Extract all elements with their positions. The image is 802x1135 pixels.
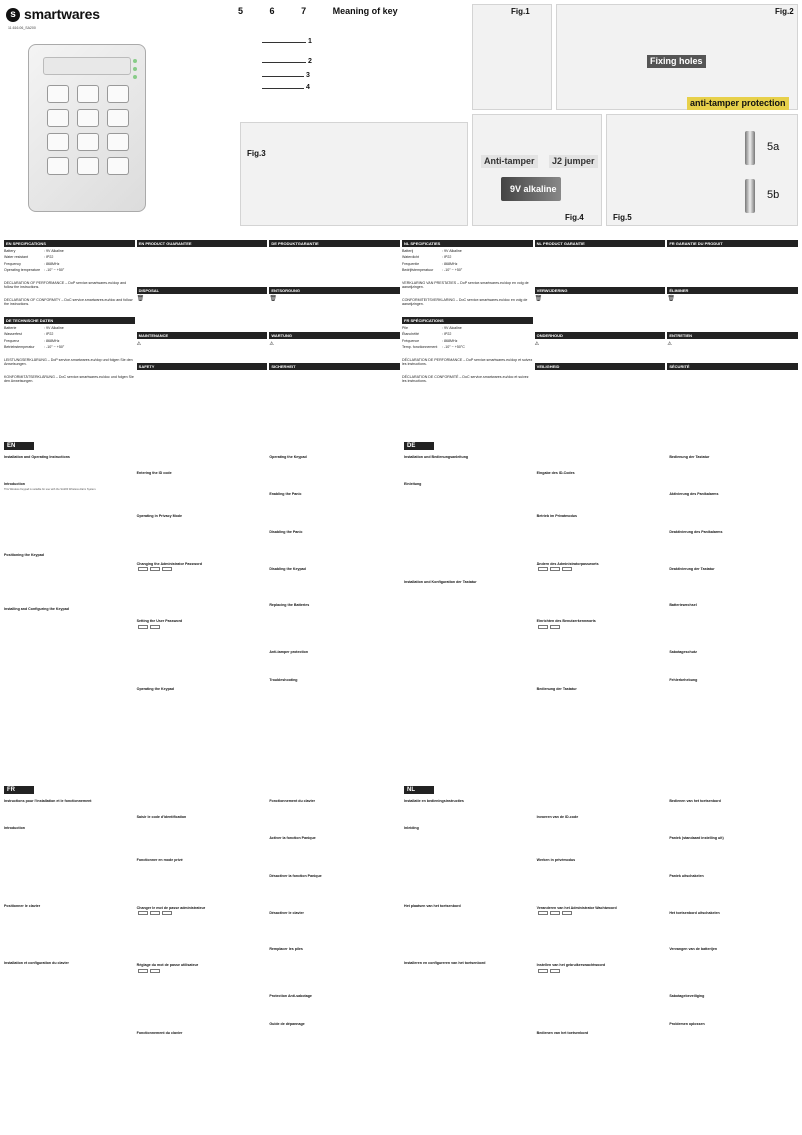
anti-tamper-label: Anti-tamper xyxy=(481,155,538,168)
warning-icon: ⚠ xyxy=(534,341,540,347)
callout-2: 2 xyxy=(308,58,312,65)
wheelie-bin-icon: 🗑 xyxy=(136,296,145,302)
nl-safety-title: VEILIGHEID xyxy=(535,363,666,370)
section-nl xyxy=(404,786,798,1130)
section-de-col-1: Installation und Bedienungsanleitung Einleitung Installation und Konfiguration der Tastatur xyxy=(404,455,477,584)
strip-col-fr-guarantee xyxy=(667,240,798,438)
keypad-display xyxy=(43,57,131,75)
fr-guarantee-title: FR GARANTIE DU PRODUIT xyxy=(667,240,798,247)
section-de-tag: DE xyxy=(404,442,434,450)
fr-doc: DÉCLARATION DE CONFORMITÉ – DoC service.smartwares.eu/doc et suivez les instructions. xyxy=(402,374,529,384)
section-en-col-1: Installation and Operating Instructions Introduction This Wireless Keypad is suitable for use with the SA200 Wireless Alarm System. Positioning the Keypad Installing and Configuring the Keypad xyxy=(4,455,97,611)
anti-tamper-protection-label: anti-tamper protection xyxy=(687,97,789,110)
figure-2 xyxy=(556,4,798,110)
strip-col-en-de-specs: EN SPECIFICATIONS Battery : 9V Alkaline Water resistant : IP22 Frequency : 868MHz Operating temperature : -10° ~ +50° DECLARATION OF PERFORMANCE – DoP service.smartwares.eu/dop and follow the instructions. DECLARATION OF CONFORMITY – DoC service.smartwares.eu/doc and follow the instructions. DE TECHNISCHE DATEN Batterie : 9V Alkaline Wasserfest : IP22 Frequenz : 868MHz Betriebstemperatur : -10° ~ +50° LEISTUNGSERKLÄRUNG – DoP service.smartwares.eu/dop und folgen Sie den Anweisungen. KONFORMITÄTSERKLÄRUNG – DoC service.smartwares.eu/doc und folgen Sie den Anweisungen. xyxy=(4,241,134,384)
section-fr xyxy=(4,786,398,1130)
warning-icon: ⚠ xyxy=(136,341,142,347)
section-de-col-3: Bedienung der Tastatur Aktivierung des Panikalarms Deaktivierung des Panikalarms Deaktivierung der Tastatur Batteriewechsel Sabotageschutz Fehlerbehebung xyxy=(669,455,723,682)
figure-1-label: Fig.1 xyxy=(511,7,530,16)
brand-logo xyxy=(6,6,100,24)
key-number-6: 6 xyxy=(269,6,287,16)
en-doc: DECLARATION OF CONFORMITY – DoC service.smartwares.eu/doc and follow the instructions. xyxy=(4,297,133,307)
figure-4 xyxy=(472,114,602,226)
fr-safety-title: SÉCURITÉ xyxy=(667,363,798,370)
section-fr-tag: FR xyxy=(4,786,34,794)
wheelie-bin-icon: 🗑 xyxy=(667,296,675,302)
en-disposal-title: DISPOSAL xyxy=(137,287,268,294)
de-doc: KONFORMITÄTSERKLÄRUNG – DoC service.smartwares.eu/doc und folgen Sie den Anweisungen. xyxy=(4,374,134,384)
document-id: 11.616.06_SA200 xyxy=(8,26,36,30)
keypad-leds xyxy=(133,59,137,79)
fr-dop: DÉCLARATION DE PERFORMANCE – DoP service.smartwares.eu/dop et suivez les instructions. xyxy=(402,357,533,367)
strip-col-nl-fr-specs: NL SPECIFICATIES Batterij : 9V Alkaline Waterdicht : IP22 Frequentie : 868MHz Bedrijfstemperatuur : -10° ~ +50° VERKLARING VAN PRESTATIES – DoP service.smartwares.eu/dop en volg de aanwijzingen. CONFORMITEITSVERKLARING – DoC service.smartwares.eu/doc en volg de aanwijzingen. FR SPÉCIFICATIONS Pile : 9V Alcaline Étanchéité : IP22 Fréquence : 868MHz Temp. fonctionnement : -10° ~ +50°C DÉCLARATION DE PERFORMANCE – DoP service.smartwares.eu/dop et suivez les instructions. DÉCLARATION DE CONFORMITÉ – DoC service.smartwares.eu/doc et suivez les instructions. xyxy=(402,241,533,384)
nl-doc: CONFORMITEITSVERKLARING – DoC service.smartwares.eu/doc en volg de aanwijzingen. xyxy=(402,297,528,307)
figure-3 xyxy=(240,122,468,226)
screw-5a-icon xyxy=(745,131,755,165)
de-safety-title: SICHERHEIT xyxy=(269,363,400,370)
section-de-col-2: Eingabe des ID-Codes Betrieb im Privatmodus Ändern des Administratorpassworts Einrichten des Benutzerkennworts Bedienung der Tastatur xyxy=(536,471,599,691)
screw-5b-icon xyxy=(745,179,755,213)
de-disposal-title: ENTSORGUNG xyxy=(269,287,400,294)
callout-4: 4 xyxy=(306,84,310,91)
figure-2-label: Fig.2 xyxy=(775,7,794,16)
en-guarantee-title: EN PRODUCT GUARANTEE xyxy=(137,240,268,247)
figure-3-label: Fig.3 xyxy=(247,149,266,158)
section-en-col-3: Operating the Keypad Enabling the Panic Disabling the Panic Disabling the Keypad Replacing the Batteries Anti-tamper protection Troubleshooting xyxy=(269,455,310,682)
specifications-strip xyxy=(4,240,798,438)
callout-3: 3 xyxy=(306,72,310,79)
section-en xyxy=(4,442,398,782)
section-de xyxy=(404,442,798,782)
key-meaning-heading xyxy=(238,6,398,17)
section-fr-col-1: Instructions pour l'installation et le fonctionnement Introduction Positionner le clavier Installation et configuration du clavier xyxy=(4,799,92,966)
de-maintenance-title: WARTUNG xyxy=(269,332,400,339)
fr-specifications-title: FR SPÉCIFICATIONS xyxy=(402,317,533,324)
j2-jumper-label: J2 jumper xyxy=(549,155,598,168)
fr-maintenance-title: ENTRETIEN xyxy=(667,332,798,339)
strip-col-de-guarantee xyxy=(269,240,400,438)
label-5b: 5b xyxy=(767,189,780,201)
section-fr-col-3: Fonctionnement du clavier Activer la fonction Panique Désactiver la fonction Panique Désactiver le clavier Remplacer les piles Protection Anti-sabotage Guide de dépannage xyxy=(269,799,322,1026)
fr-disposal-title: ÉLIMINER xyxy=(667,287,798,294)
nl-specifications-title: NL SPECIFICATIES xyxy=(402,240,533,247)
de-guarantee-title: DE PRODUKTGARANTIE xyxy=(269,240,400,247)
de-dop: LEISTUNGSERKLÄRUNG – DoP service.smartwares.eu/dop und folgen Sie den Anweisungen. xyxy=(4,357,133,367)
wheelie-bin-icon: 🗑 xyxy=(269,296,277,302)
nl-dop: VERKLARING VAN PRESTATIES – DoP service.smartwares.eu/dop en volg de aanwijzingen. xyxy=(402,280,529,290)
en-specifications-title: EN SPECIFICATIONS xyxy=(4,240,135,247)
section-fr-col-2: Saisir le code d'identification Fonctionner en mode privé Changer le mot de passe administrateur Réglage du mot de passe utilisateur Fonctionnement du clavier xyxy=(136,815,206,1035)
en-safety-title: SAFETY xyxy=(137,363,268,370)
fixing-holes-label: Fixing holes xyxy=(647,55,706,68)
de-specifications-title: DE TECHNISCHE DATEN xyxy=(4,317,135,324)
keypad-illustration xyxy=(28,44,146,212)
strip-col-en-guarantee xyxy=(137,240,268,438)
section-en-tag: EN xyxy=(4,442,34,450)
figure-1 xyxy=(472,4,552,110)
en-maintenance-title: MAINTENANCE xyxy=(137,332,268,339)
brand-name: smartwares xyxy=(24,6,100,22)
nl-maintenance-title: ONDERHOUD xyxy=(535,332,666,339)
section-en-col-2: Entering the ID code Operating in Privacy Mode Changing the Administrator Password Setting the User Password Operating the Keypad xyxy=(136,471,203,691)
warning-icon: ⚠ xyxy=(269,341,274,347)
figures-area xyxy=(0,0,802,238)
callout-1: 1 xyxy=(308,38,312,45)
label-5a: 5a xyxy=(767,141,780,153)
figure-5 xyxy=(606,114,798,226)
brand-logo-mark: s xyxy=(6,8,20,22)
en-dop: DECLARATION OF PERFORMANCE – DoP service.smartwares.eu/dop and follow the instructions. xyxy=(4,280,127,290)
section-nl-col-2: Invoeren van de ID-code Werken in privémodus Veranderen van het Administrator Wachtwoord Instellen van het gebruikerswachtwoord Bedienen van het toetsenbord xyxy=(536,815,617,1035)
nl-disposal-title: VERWIJDERING xyxy=(535,287,666,294)
key-number-5: 5 xyxy=(238,6,256,16)
section-nl-col-1: Installatie en bedieningsinstructies Inleiding Het plaatsen van het toetsenbord Installeren en configureren van het toetsenbord xyxy=(404,799,486,966)
section-nl-tag: NL xyxy=(404,786,434,794)
wheelie-bin-icon: 🗑 xyxy=(534,296,543,302)
warning-icon: ⚠ xyxy=(667,341,672,347)
strip-col-nl-guarantee xyxy=(535,240,666,438)
section-nl-col-3: Bedienen van het toetsenbord Paniek (standaard instelling uit) Paniek uitschakelen Het toetsenbord uitschakelen Vervangen van de batterijen Sabotagebeveiliging Problemen oplossen xyxy=(669,799,724,1026)
figure-5-label: Fig.5 xyxy=(613,213,632,222)
nl-guarantee-title: NL PRODUCT GARANTIE xyxy=(535,240,666,247)
key-number-7: 7 xyxy=(301,6,319,16)
battery-label: 9V alkaline xyxy=(510,184,557,194)
figure-4-label: Fig.4 xyxy=(565,213,584,222)
key-meaning-title: Meaning of key xyxy=(332,6,398,16)
keypad-keys xyxy=(47,85,129,175)
